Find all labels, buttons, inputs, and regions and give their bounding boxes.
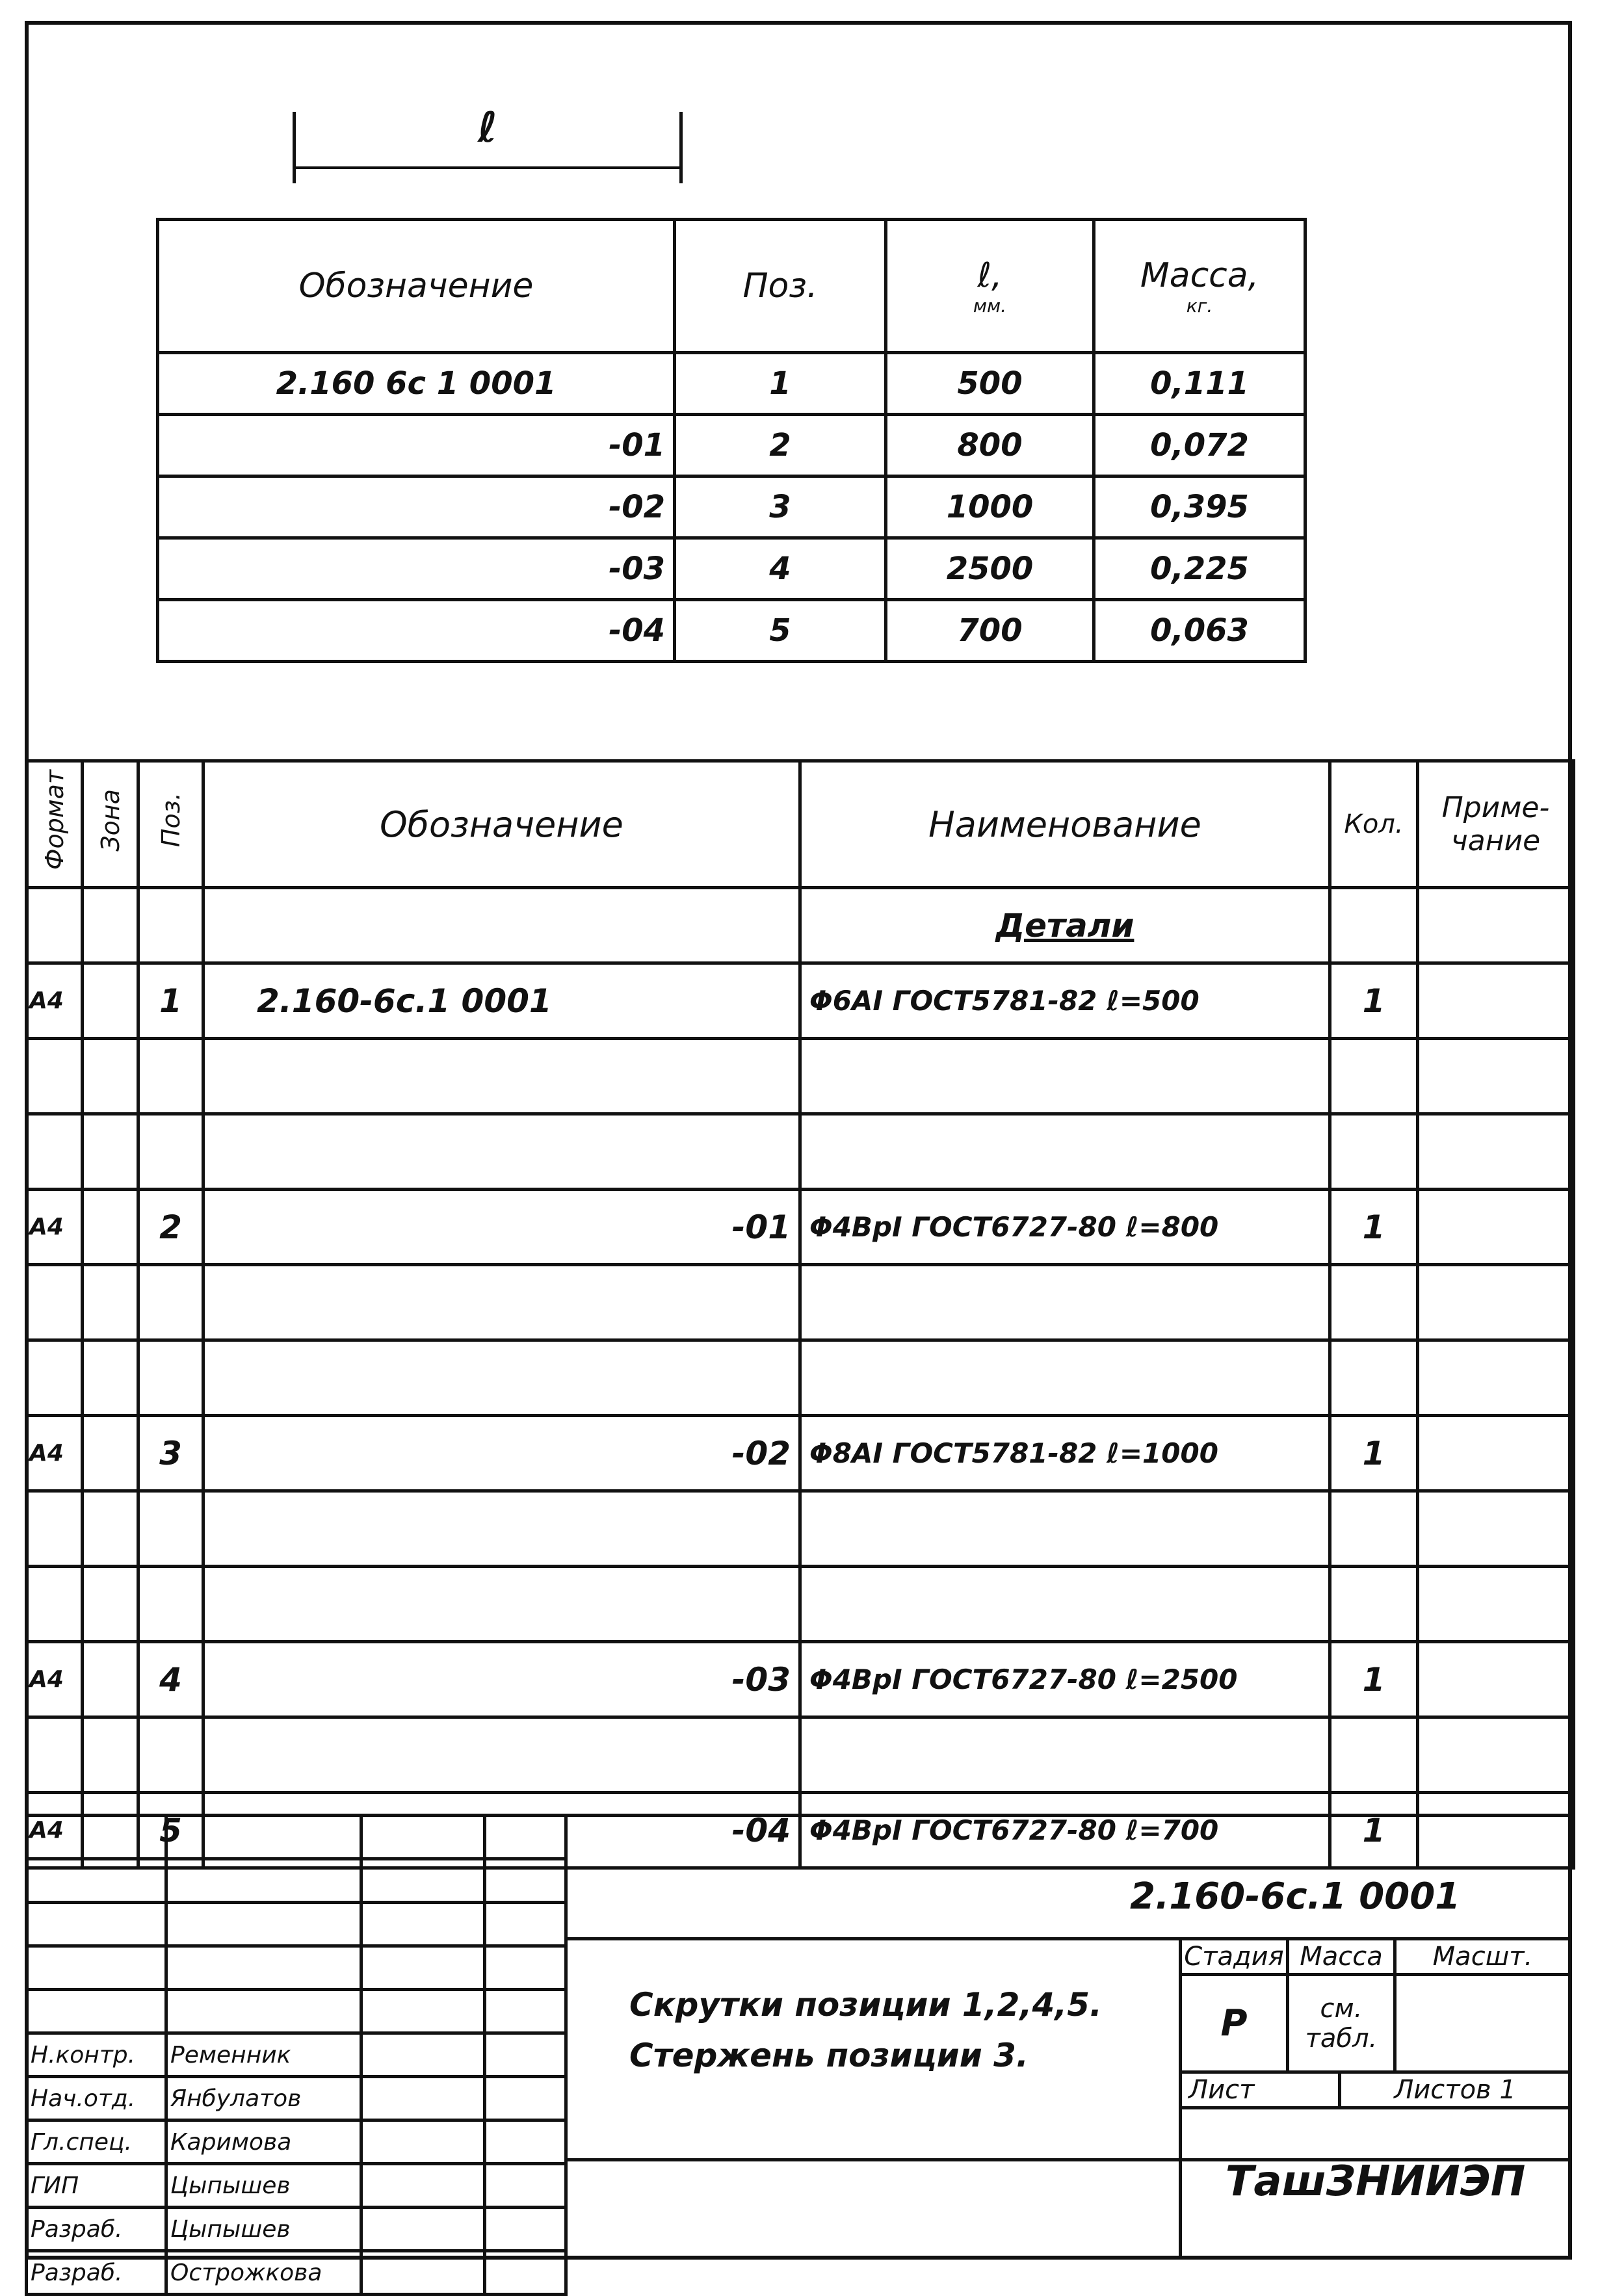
signature-role: Нач.отд. bbox=[27, 2077, 166, 2120]
spec-qty: 1 bbox=[1330, 963, 1418, 1039]
spec-format: А4 bbox=[27, 1416, 83, 1491]
variant-designation: 2.160 6с 1 0001 bbox=[158, 353, 675, 415]
length-header-text: ℓ, bbox=[977, 255, 1003, 295]
mass-value: см. табл. bbox=[1286, 1973, 1397, 2074]
signature-name: Янбулатов bbox=[166, 2077, 361, 2120]
spec-header-format bbox=[27, 761, 83, 888]
signature-mark bbox=[361, 2251, 485, 2295]
pos-header-text: Поз. bbox=[156, 792, 185, 848]
variant-mass: 0,111 bbox=[1094, 353, 1305, 415]
variants-table bbox=[156, 218, 1307, 663]
spec-empty-row bbox=[27, 1717, 1574, 1793]
variants-row bbox=[158, 600, 1305, 662]
spec-designation: -01 bbox=[203, 1190, 800, 1265]
signature-row bbox=[27, 2208, 566, 2251]
spec-section-row bbox=[27, 888, 1574, 963]
sheet-label: Лист bbox=[1179, 2070, 1341, 2109]
variant-designation: -01 bbox=[158, 415, 675, 476]
variant-designation: -02 bbox=[158, 476, 675, 538]
spec-header-designation: Обозначение bbox=[203, 761, 800, 888]
scale-label: Масшт. bbox=[1393, 1937, 1572, 1976]
document-name bbox=[629, 1979, 1102, 2081]
variants-row bbox=[158, 415, 1305, 476]
zone-header-text: Зона bbox=[96, 789, 125, 852]
spec-header-row bbox=[27, 761, 1574, 888]
variant-mass: 0,063 bbox=[1094, 600, 1305, 662]
signature-role: ГИП bbox=[27, 2164, 166, 2208]
spec-format: А4 bbox=[27, 1793, 83, 1868]
spec-format: А4 bbox=[27, 1642, 83, 1717]
spec-header-name: Наименование bbox=[800, 761, 1330, 888]
variants-header-pos: Поз. bbox=[675, 220, 886, 353]
spec-pos: 1 bbox=[138, 963, 203, 1039]
stage-mass-scale-block bbox=[1179, 1937, 1572, 2260]
spec-name: Φ8АI ГОСТ5781-82 ℓ=1000 bbox=[800, 1416, 1330, 1491]
signature-row bbox=[27, 2033, 566, 2077]
signature-mark bbox=[361, 2033, 485, 2077]
spec-name: Φ4ВрI ГОСТ6727-80 ℓ=800 bbox=[800, 1190, 1330, 1265]
length-unit: мм. bbox=[973, 294, 1007, 317]
stage-label: Стадия bbox=[1179, 1937, 1289, 1976]
variant-length: 700 bbox=[886, 600, 1094, 662]
variants-header-length bbox=[886, 220, 1094, 353]
organization-name: ТашЗНИИЭП bbox=[1179, 2106, 1572, 2260]
spec-empty-row bbox=[27, 1039, 1574, 1114]
variant-pos: 1 bbox=[675, 353, 886, 415]
mass-unit: кг. bbox=[1186, 294, 1213, 317]
variant-length: 500 bbox=[886, 353, 1094, 415]
scale-value bbox=[1393, 1973, 1572, 2074]
spec-row bbox=[27, 1190, 1574, 1265]
spec-row bbox=[27, 963, 1574, 1039]
specification-table bbox=[25, 759, 1575, 1870]
spec-empty-row bbox=[27, 1340, 1574, 1416]
signature-row bbox=[27, 2120, 566, 2164]
spec-pos: 5 bbox=[138, 1793, 203, 1868]
signature-row bbox=[27, 2077, 566, 2120]
spec-row bbox=[27, 1416, 1574, 1491]
document-name-line-2: Стержень позиции 3. bbox=[629, 2037, 1029, 2074]
signature-mark bbox=[361, 2164, 485, 2208]
document-name-line-1: Скрутки позиции 1,2,4,5. bbox=[629, 1986, 1103, 2024]
signature-mark bbox=[361, 2077, 485, 2120]
variant-mass: 0,225 bbox=[1094, 538, 1305, 600]
signature-name: Каримова bbox=[166, 2120, 361, 2164]
spec-pos: 2 bbox=[138, 1190, 203, 1265]
spec-designation: 2.160-6с.1 0001 bbox=[203, 963, 800, 1039]
spec-header-note: Приме-чание bbox=[1418, 761, 1574, 888]
variants-header-designation: Обозначение bbox=[158, 220, 675, 353]
spec-header-qty: Кол. bbox=[1330, 761, 1418, 888]
spec-name: Φ4ВрI ГОСТ6727-80 ℓ=700 bbox=[800, 1793, 1330, 1868]
spec-pos: 4 bbox=[138, 1642, 203, 1717]
spec-format: А4 bbox=[27, 1190, 83, 1265]
spec-qty: 1 bbox=[1330, 1190, 1418, 1265]
spec-row bbox=[27, 1642, 1574, 1717]
spec-designation: -02 bbox=[203, 1416, 800, 1491]
spec-header-pos bbox=[138, 761, 203, 888]
spec-qty: 1 bbox=[1330, 1793, 1418, 1868]
variant-designation: -03 bbox=[158, 538, 675, 600]
spec-designation: -04 bbox=[203, 1793, 800, 1868]
variant-length: 800 bbox=[886, 415, 1094, 476]
variant-pos: 4 bbox=[675, 538, 886, 600]
spec-empty-row bbox=[27, 1265, 1574, 1340]
spec-empty-row bbox=[27, 1491, 1574, 1567]
format-header-text: Формат bbox=[40, 770, 69, 870]
spec-designation: -03 bbox=[203, 1642, 800, 1717]
variants-row bbox=[158, 538, 1305, 600]
dimension-line bbox=[293, 166, 683, 169]
variant-length: 1000 bbox=[886, 476, 1094, 538]
dimension-label: ℓ bbox=[477, 104, 498, 152]
signature-name: Ременник bbox=[166, 2033, 361, 2077]
length-dimension bbox=[293, 104, 683, 176]
signature-mark bbox=[361, 2120, 485, 2164]
spec-empty-row bbox=[27, 1114, 1574, 1190]
spec-qty: 1 bbox=[1330, 1642, 1418, 1717]
signature-role: Разраб. bbox=[27, 2251, 166, 2295]
signature-row bbox=[27, 2251, 566, 2295]
spec-pos: 3 bbox=[138, 1416, 203, 1491]
spec-section-title: Детали bbox=[800, 888, 1330, 963]
variant-mass: 0,395 bbox=[1094, 476, 1305, 538]
signature-table bbox=[25, 1814, 568, 2296]
spec-header-zone bbox=[83, 761, 138, 888]
signature-role: Разраб. bbox=[27, 2208, 166, 2251]
title-block bbox=[25, 1814, 1572, 2286]
signature-name: Острожкова bbox=[166, 2251, 361, 2295]
mass-header-text: Масса, bbox=[1140, 255, 1259, 295]
signature-row bbox=[27, 2164, 566, 2208]
signature-role: Гл.спец. bbox=[27, 2120, 166, 2164]
signature-name: Цыпышев bbox=[166, 2208, 361, 2251]
spec-name: Φ4ВрI ГОСТ6727-80 ℓ=2500 bbox=[800, 1642, 1330, 1717]
document-designation: 2.160-6с.1 0001 bbox=[1130, 1875, 1461, 1918]
variant-length: 2500 bbox=[886, 538, 1094, 600]
mass-label: Масса bbox=[1286, 1937, 1397, 1976]
variant-pos: 3 bbox=[675, 476, 886, 538]
variants-row bbox=[158, 353, 1305, 415]
variants-header-row bbox=[158, 220, 1305, 353]
variants-header-mass bbox=[1094, 220, 1305, 353]
stage-value: Р bbox=[1179, 1973, 1289, 2074]
sheets-label: Листов 1 bbox=[1338, 2070, 1572, 2109]
signature-name: Цыпышев bbox=[166, 2164, 361, 2208]
spec-name: Φ6АI ГОСТ5781-82 ℓ=500 bbox=[800, 963, 1330, 1039]
variant-designation: -04 bbox=[158, 600, 675, 662]
spec-qty: 1 bbox=[1330, 1416, 1418, 1491]
spec-empty-row bbox=[27, 1567, 1574, 1642]
variant-pos: 2 bbox=[675, 415, 886, 476]
variant-mass: 0,072 bbox=[1094, 415, 1305, 476]
signature-role: Н.контр. bbox=[27, 2033, 166, 2077]
variant-pos: 5 bbox=[675, 600, 886, 662]
variants-row bbox=[158, 476, 1305, 538]
signature-mark bbox=[361, 2208, 485, 2251]
spec-format: А4 bbox=[27, 963, 83, 1039]
